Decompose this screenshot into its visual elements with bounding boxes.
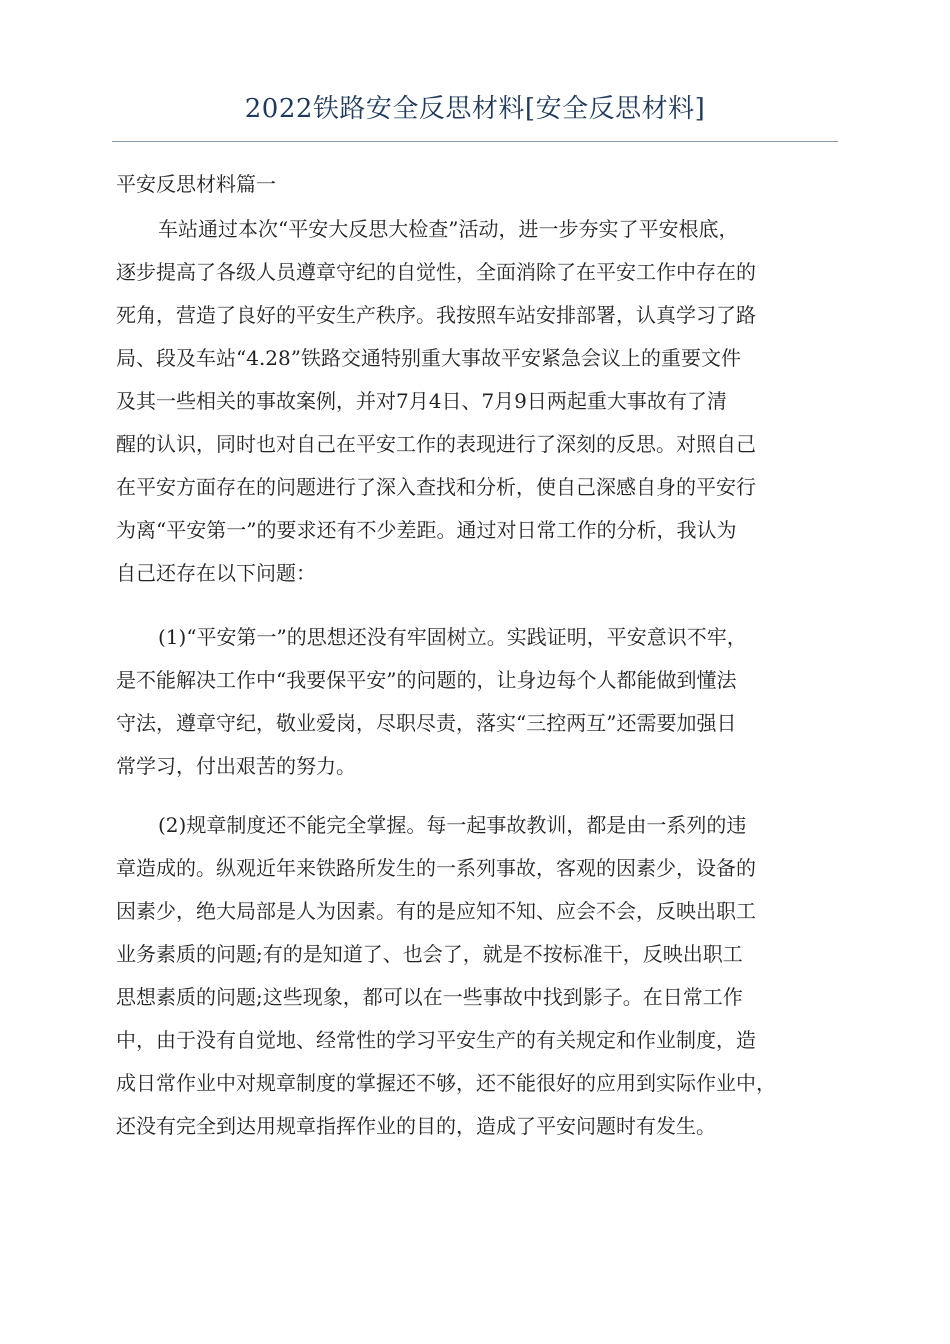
text-line: 为离“平安第一”的要求还有不少差距。通过对日常工作的分析，我认为 <box>116 518 737 542</box>
text-line: 因素少，绝大局部是人为因素。有的是应知不知、应会不会，反映出职工 <box>116 899 756 923</box>
text-line: 车站通过本次“平安大反思大检查”活动，进一步夯实了平安根底， <box>158 217 739 241</box>
paragraph-2 <box>116 616 842 788</box>
paragraph-3 <box>116 804 842 1148</box>
text-line: (2)规章制度还不能完全掌握。每一起事故教训，都是由一系列的违 <box>158 813 747 837</box>
text-line: 业务素质的问题;有的是知道了、也会了，就是不按标准干，反映出职工 <box>116 942 743 966</box>
text-line: 章造成的。纵观近年来铁路所发生的一系列事故，客观的因素少，设备的 <box>116 856 756 880</box>
text-line: 醒的认识，同时也对自己在平安工作的表现进行了深刻的反思。对照自己 <box>116 432 756 456</box>
text-line: 中，由于没有自觉地、经常性的学习平安生产的有关规定和作业制度，造 <box>116 1028 756 1052</box>
text-line: (1)“平安第一”的思想还没有牢固树立。实践证明，平安意识不牢， <box>158 625 747 649</box>
text-line: 死角，营造了良好的平安生产秩序。我按照车站安排部署，认真学习了路 <box>116 303 756 327</box>
text-line: 局、段及车站“4.28”铁路交通特别重大事故平安紧急会议上的重要文件 <box>116 346 741 370</box>
document-title: 2022铁路安全反思材料[安全反思材料] <box>244 94 706 124</box>
text-line: 在平安方面存在的问题进行了深入查找和分析，使自己深感自身的平安行 <box>116 475 756 499</box>
text-line: 常学习，付出艰苦的努力。 <box>116 754 356 778</box>
text-line: 成日常作业中对规章制度的掌握还不够，还不能很好的应用到实际作业中， <box>116 1071 776 1095</box>
text-line: 逐步提高了各级人员遵章守纪的自觉性，全面消除了在平安工作中存在的 <box>116 260 756 284</box>
text-line: 还没有完全到达用规章指挥作业的目的，造成了平安问题时有发生。 <box>116 1114 716 1138</box>
title-divider <box>112 141 838 142</box>
section-heading: 平安反思材料篇一 <box>116 172 276 196</box>
text-line: 是不能解决工作中“我要保平安”的问题的，让身边每个人都能做到懂法 <box>116 668 737 692</box>
text-line: 思想素质的问题;这些现象，都可以在一些事故中找到影子。在日常工作 <box>116 985 743 1009</box>
text-line: 守法，遵章守纪，敬业爱岗，尽职尽责，落实“三控两互”还需要加强日 <box>116 711 737 735</box>
text-line: 自己还存在以下问题： <box>116 561 316 585</box>
paragraph-1 <box>116 208 842 595</box>
text-line: 及其一些相关的事故案例，并对7月4日、7月9日两起重大事故有了清 <box>116 389 727 413</box>
